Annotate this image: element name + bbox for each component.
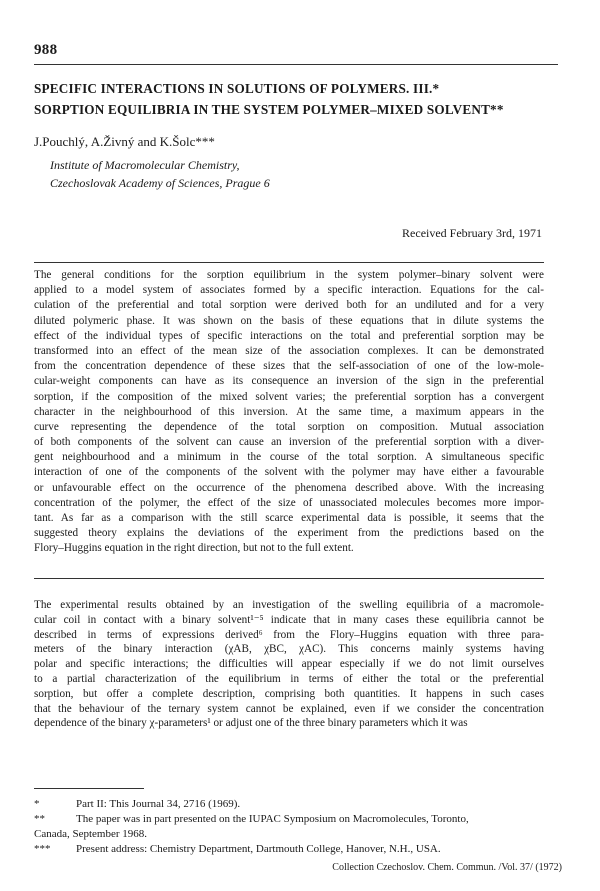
body-line: cular coil in contact with a binary solvent¹⁻⁵ indicate that in many cases these equilibria cannot be	[34, 613, 544, 626]
abstract-bottom-rule	[34, 578, 544, 579]
footnote	[34, 797, 544, 812]
abstract-line: of both components of the solvent can cause an inversion of the preferential sorption with a diver-	[34, 436, 544, 449]
abstract-line: transformed into an effect of the mean size of the association complexes. It can be demonstrated	[34, 344, 544, 357]
abstract-line: The general conditions for the sorption equilibrium in the system polymer–binary solvent were	[34, 269, 544, 281]
body-line: polar and specific interactions; the difficulties will appear especially if we do not limit ourselves	[34, 658, 544, 671]
author-list: J.Pouchlý, A.Živný and K.Šolc***	[34, 134, 215, 149]
abstract-line: effect of the individual types of specific interactions on the total and preferential sorption may be	[34, 329, 544, 342]
header-rule	[34, 64, 558, 65]
footnote-mark: **	[34, 813, 45, 825]
abstract-line: culation of the preferential and total sorption were derived both for an undiluted and for a very	[34, 299, 544, 312]
abstract-line: Flory–Huggins equation in the right direction, but not to the full extent.	[34, 542, 354, 555]
affiliation	[50, 156, 270, 192]
abstract-line: cular-weight components can have as its consequence an inversion of the sign in the preferential	[34, 375, 544, 388]
body-line: meters of the binary interaction (χAB, χBC, χAC). This concerns mainly systems having	[34, 643, 544, 656]
abstract-line: gent neighbourhood and a minimum in the course of the total sorption. A simultaneous specific	[34, 451, 544, 464]
abstract-line: character in the neighbourhood of this inversion. At the same time, a maximum appears in the	[34, 405, 544, 418]
abstract-line: applied to a model system of associates formed by a specific interaction. Equations for the cal-	[34, 284, 544, 297]
footnote	[34, 812, 544, 827]
abstract-line: suggested theory explains the deviations of the experiment from the predictions based on the	[34, 527, 544, 540]
abstract-line: sorption, if the composition of the mixed solvent varies; the preferential sorption has a convergent	[34, 390, 544, 403]
abstract-line: from the concentration dependence of these sizes that the self-association of one of the low-mole-	[34, 360, 544, 373]
journal-footer: Collection Czechoslov. Chem. Commun. /Vol. 37/ (1972)	[332, 862, 562, 873]
page-number: 988	[34, 42, 58, 58]
abstract-line: tant. As far as a comparison with the still scarce experimental data is possible, it seems that the	[34, 512, 544, 524]
footnotes	[34, 797, 544, 857]
abstract-top-rule	[34, 262, 544, 263]
abstract-line: diluted polymeric phase. It was shown on the basis of these equations that in dilute systems the	[34, 314, 544, 327]
footnote	[34, 842, 544, 857]
affiliation-line-1: Institute of Macromolecular Chemistry,	[50, 158, 240, 172]
footnote-mark: ***	[34, 843, 51, 855]
footnote-text: The paper was in part presented on the IUPAC Symposium on Macromolecules, Toronto,	[76, 813, 469, 825]
abstract-line: curve representing the dependence of the total sorption on composition. Mutual association	[34, 420, 544, 433]
abstract-line: or unfavourable effect on the occurrence of the phenomena described above. With the increasing	[34, 481, 544, 494]
footnote-text: Present address: Chemistry Department, Dartmouth College, Hanover, N.H., USA.	[76, 843, 441, 855]
body-line: sorption, but offer a complete description, comprising both quantities. It happens in such cases	[34, 687, 544, 700]
body-line: to a partial characterization of the equilibrium in terms of either the total or the preferential	[34, 672, 544, 685]
body-line: dependence of the binary χ-parameters¹ or adjust one of the three binary parameters which it was	[34, 717, 468, 730]
body-text	[34, 598, 544, 731]
body-line: that the behaviour of the ternary system cannot be explained, even if we consider the concentration	[34, 702, 544, 715]
affiliation-line-2: Czechoslovak Academy of Sciences, Prague 6	[50, 176, 270, 190]
title-line-1: SPECIFIC INTERACTIONS IN SOLUTIONS OF POLYMERS. III.*	[34, 81, 440, 96]
footnote-continuation: Canada, September 1968.	[34, 828, 148, 840]
abstract-line: concentration of the polymer, the effect of the size of unassociated molecules becomes more impor-	[34, 496, 544, 509]
body-line: The experimental results obtained by an investigation of the swelling equilibria of a macromole-	[34, 599, 544, 611]
received-date: Received February 3rd, 1971	[402, 226, 542, 240]
footnote-rule	[34, 788, 144, 789]
body-line: described in terms of expressions derived⁶ from the Flory–Huggins equation with three para-	[34, 628, 544, 641]
article-title	[34, 78, 564, 120]
footnote-mark: *	[34, 798, 40, 810]
footnote-text: Part II: This Journal 34, 2716 (1969).	[76, 798, 241, 810]
title-line-2: SORPTION EQUILIBRIA IN THE SYSTEM POLYMER–MIXED SOLVENT**	[34, 102, 504, 117]
abstract	[34, 268, 544, 557]
abstract-line: interaction of one of the components of the solvent with the polymer may have either a favourable	[34, 466, 544, 479]
